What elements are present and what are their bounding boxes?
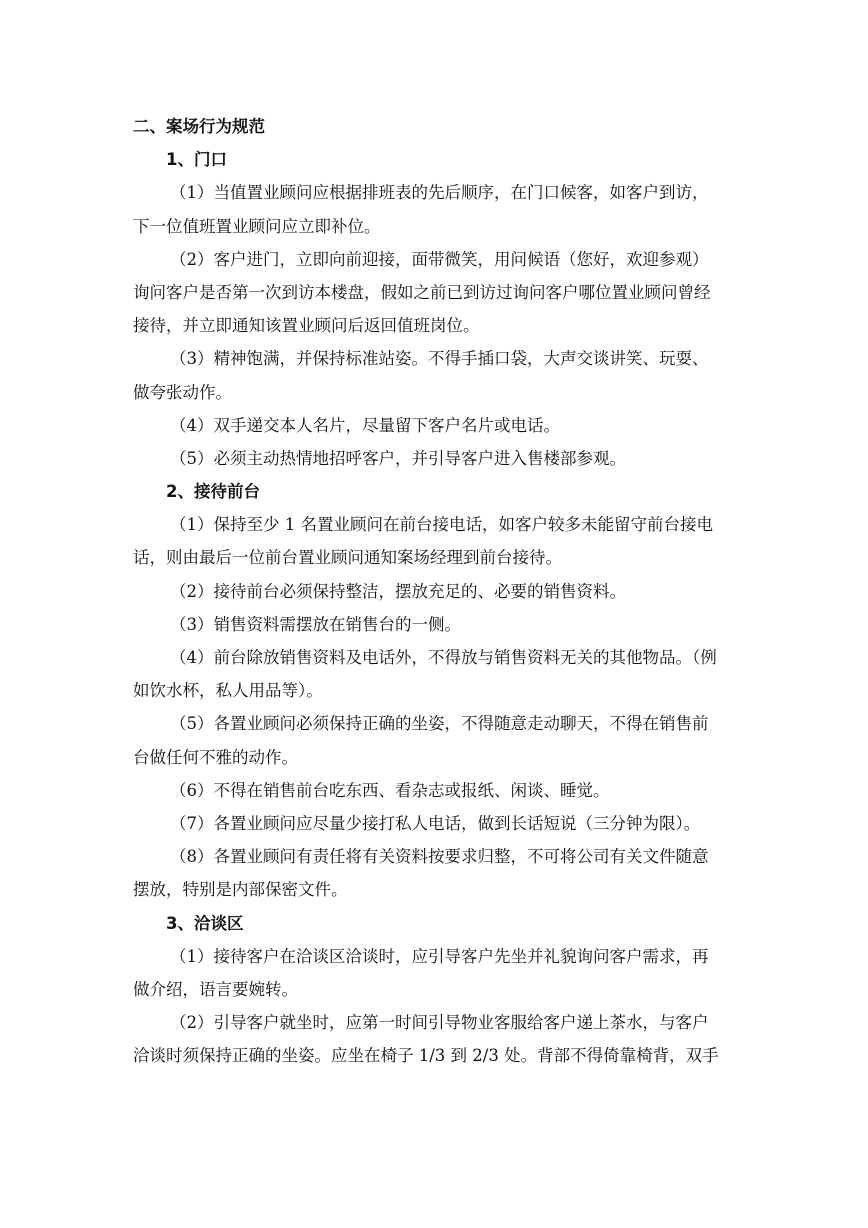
- paragraph-line: 如饮水杯，私人用品等）。: [133, 681, 323, 701]
- subsection-heading: 1、门口: [166, 150, 227, 170]
- paragraph-line: （2）接待前台必须保持整洁，摆放充足的、必要的销售资料。: [170, 581, 626, 601]
- paragraph-line: 话，则由最后一位前台置业顾问通知案场经理到前台接待。: [133, 548, 562, 568]
- paragraph: [133, 508, 743, 574]
- paragraph-line: 询问客户是否第一次到访本楼盘，假如之前已到访过询问客户哪位置业顾问曾经: [133, 282, 711, 302]
- paragraph-line: 做介绍，语言要婉转。: [133, 979, 298, 999]
- paragraph: [133, 807, 743, 840]
- paragraph: [133, 442, 743, 475]
- paragraph-line: 做夸张动作。: [133, 382, 232, 402]
- paragraph-line: 洽谈时须保持正确的坐姿。应坐在椅子 1/3 到 2/3 处。背部不得倚靠椅背，双手: [133, 1046, 719, 1066]
- paragraph: [133, 707, 743, 773]
- paragraph: [133, 641, 743, 707]
- paragraph: [133, 575, 743, 608]
- paragraph-line: 摆放，特别是内部保密文件。: [133, 880, 348, 900]
- paragraph: [133, 940, 743, 1006]
- paragraph: [133, 176, 743, 242]
- paragraph-line: （4）双手递交本人名片，尽量留下客户名片或电话。: [170, 415, 560, 435]
- paragraph-line: （3）销售资料需摆放在销售台的一侧。: [170, 614, 461, 634]
- paragraph-line: 接待，并立即通知该置业顾问后返回值班岗位。: [133, 316, 480, 336]
- paragraph: [133, 1006, 743, 1072]
- paragraph-line: 下一位值班置业顾问应立即补位。: [133, 216, 381, 236]
- paragraph: [133, 774, 743, 807]
- paragraph-line: （6）不得在销售前台吃东西、看杂志或报纸、闲谈、睡觉。: [170, 780, 610, 800]
- paragraph-line: （1）保持至少 1 名置业顾问在前台接电话，如客户较多未能留守前台接电: [170, 515, 713, 535]
- paragraph: [133, 608, 743, 641]
- paragraph-line: （7）各置业顾问应尽量少接打私人电话，做到长话短说（三分钟为限）。: [170, 813, 701, 833]
- paragraph: [133, 243, 743, 343]
- paragraph-line: （5）各置业顾问必须保持正确的坐姿，不得随意走动聊天，不得在销售前: [170, 714, 709, 734]
- paragraph: [133, 342, 743, 408]
- document-body: [133, 110, 743, 1072]
- paragraph: [133, 409, 743, 442]
- paragraph-line: （3）精神饱满，并保持标准站姿。不得手插口袋，大声交谈讲笑、玩耍、: [170, 349, 709, 369]
- paragraph-line: （2）引导客户就坐时，应第一时间引导物业客服给客户递上茶水，与客户: [170, 1013, 709, 1033]
- paragraph-line: （8）各置业顾问有责任将有关资料按要求归整，不可将公司有关文件随意: [170, 847, 709, 867]
- paragraph-line: （4）前台除放销售资料及电话外，不得放与销售资料无关的其他物品。（例: [170, 648, 717, 667]
- paragraph-line: （1）接待客户在洽谈区洽谈时，应引导客户先坐并礼貌询问客户需求，再: [170, 946, 709, 966]
- subsection-heading: 2、接待前台: [166, 482, 260, 502]
- section-title: 二、案场行为规范: [133, 117, 265, 136]
- paragraph-line: （5）必须主动热情地招呼客户，并引导客户进入售楼部参观。: [170, 448, 626, 468]
- paragraph-line: （1）当值置业顾问应根据排班表的先后顺序，在门口候客，如客户到访，: [170, 183, 709, 203]
- paragraph-line: （2）客户进门，立即向前迎接，面带微笑，用问候语（您好，欢迎参观）: [170, 249, 709, 269]
- subsection-heading: 3、洽谈区: [166, 913, 244, 933]
- paragraph: [133, 840, 743, 906]
- paragraph-line: 台做任何不雅的动作。: [133, 747, 298, 767]
